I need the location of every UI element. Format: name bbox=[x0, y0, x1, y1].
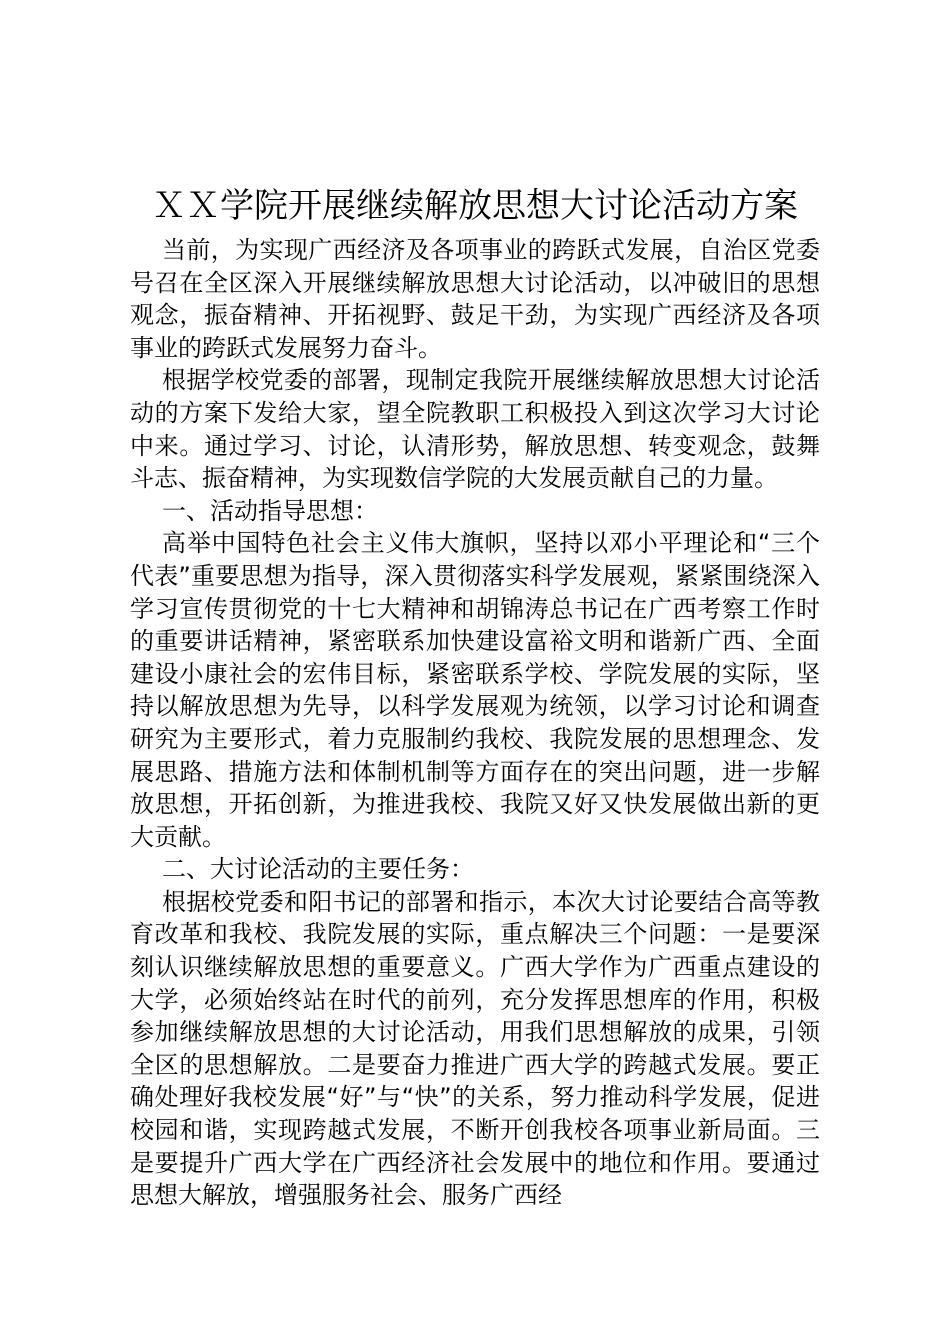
intro-paragraph-2: 根据学校党委的部署，现制定我院开展继续解放思想大讨论活动的方案下发给大家，望全院教职工积极投入到这次学习大讨论中来。通过学习、讨论，认清形势，解放思想、转变观念，鼓舞斗志、振奋精神，为实现数信学院的大发展贡献自己的力量。 bbox=[130, 366, 820, 493]
document-title: ＸＸ学院开展继续解放思想大讨论活动方案 bbox=[152, 186, 798, 226]
section-text-guiding-thought: 高举中国特色社会主义伟大旗帜，坚持以邓小平理论和“三个代表”重要思想为指导，深入贯彻落实科学发展观，紧紧围绕深入学习宣传贯彻党的十七大精神和胡锦涛总书记在广西考察工作时的重要讲话精神，紧密联系加快建设富裕文明和谐新广西、全面建设小康社会的宏伟目标，紧密联系学校、学院发展的实际，坚持以解放思想为先导，以科学发展观为统领，以学习讨论和调查研究为主要形式，着力克服制约我校、我院发展的思想理念、发展思路、措施方法和体制机制等方面存在的突出问题，进一步解放思想，开拓创新，为推进我校、我院又好又快发展做出新的更大贡献。 bbox=[130, 529, 820, 851]
section-heading-main-tasks: 二、大讨论活动的主要任务： bbox=[162, 855, 474, 884]
intro-paragraph-1: 当前，为实现广西经济及各项事业的跨跃式发展，自治区党委号召在全区深入开展继续解放思想大讨论活动，以冲破旧的思想观念，振奋精神、开拓视野、鼓足干劲，为实现广西经济及各项事业的跨跃式发展努力奋斗。 bbox=[130, 236, 820, 362]
document-body bbox=[130, 234, 820, 1212]
section-text-main-tasks: 根据校党委和阳书记的部署和指示，本次大讨论要结合高等教育改革和我校、我院发展的实际，重点解决三个问题：一是要深刻认识继续解放思想的重要意义。广西大学作为广西重点建设的大学，必须始终站在时代的前列，充分发挥思想库的作用，积极参加继续解放思想的大讨论活动，用我们思想解放的成果，引领全区的思想解放。二是要奋力推进广西大学的跨越式发展。要正确处理好我校发展“好”与“快”的关系，努力推动科学发展，促进校园和谐，实现跨越式发展，不断开创我校各项事业新局面。三是要提升广西大学在广西经济社会发展中的地位和作用。要通过思想大解放，增强服务社会、服务广西经 bbox=[130, 887, 820, 1210]
section-heading-guiding-thought: 一、活动指导思想： bbox=[162, 496, 378, 525]
